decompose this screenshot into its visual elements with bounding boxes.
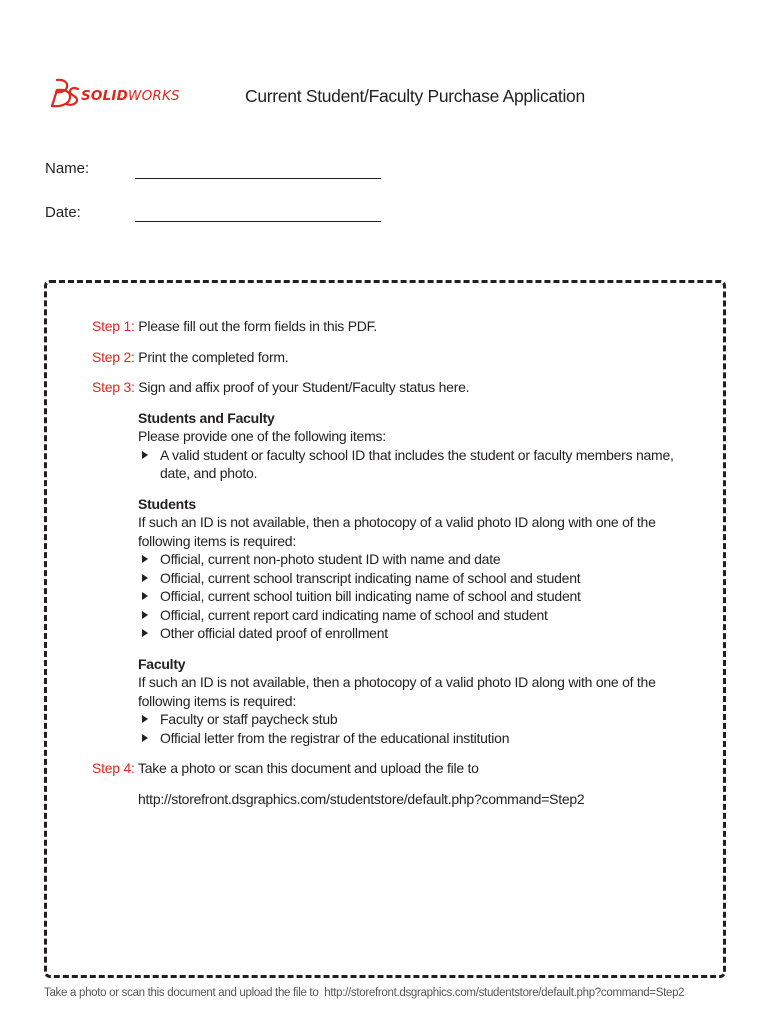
bullet-triangle-icon [142,611,148,619]
section-heading: Students and Faculty [138,409,275,426]
list-item: Official, current non-photo student ID with name and date [138,550,682,569]
bullet-list [138,550,682,643]
list-item: Official, current school transcript indicating name of school and student [138,569,682,588]
step-label: Step 3: [92,379,135,395]
bullet-triangle-icon [142,555,148,563]
page-footer [44,987,684,999]
bullet-triangle-icon [142,715,148,723]
bullet-list [138,710,682,747]
section-students [138,495,682,643]
section-intro: If such an ID is not available, then a photocopy of a valid photo ID along with one of the following items is required: [138,514,656,549]
name-field[interactable] [135,163,381,179]
step-2 [92,348,682,367]
page-title: Current Student/Faculty Purchase Application [245,86,585,106]
section-students-and-faculty [138,409,682,483]
step-label: Step 1: [92,318,135,334]
bullet-list [138,446,682,483]
footer-url-link[interactable]: http://storefront.dsgraphics.com/studentstore/default.php?command=Step2 [324,987,685,999]
bullet-triangle-icon [142,451,148,459]
section-faculty [138,655,682,748]
bullet-triangle-icon [142,629,148,637]
bullet-triangle-icon [142,574,148,582]
step-label: Step 4: [92,760,135,776]
bullet-triangle-icon [142,592,148,600]
logo-wordmark: SOLIDWORKS [81,88,180,104]
step-4 [92,759,682,778]
step-text: Take a photo or scan this document and upload the file to [138,760,479,776]
section-intro: If such an ID is not available, then a photocopy of a valid photo ID along with one of the following items is required: [138,674,656,709]
list-item: Faculty or staff paycheck stub [138,710,682,729]
bullet-triangle-icon [142,734,148,742]
list-item: A valid student or faculty school ID that includes the student or faculty members name, date, and photo. [138,446,682,483]
step-text: Please fill out the form fields in this PDF. [138,318,378,334]
list-item: Official, current school tuition bill indicating name of school and student [138,587,682,606]
section-heading: Faculty [138,655,186,672]
step-1 [92,317,682,336]
footer-text: Take a photo or scan this document and upload the file to [44,987,319,999]
list-item: Other official dated proof of enrollment [138,624,682,643]
name-label: Name: [45,160,90,177]
instructions [92,317,682,808]
step-text: Print the completed form. [138,348,289,365]
section-intro: Please provide one of the following items: [138,428,386,444]
section-heading: Students [138,495,196,512]
date-label: Date: [45,204,81,221]
list-item: Official letter from the registrar of the educational institution [138,729,682,748]
upload-url-link[interactable]: http://storefront.dsgraphics.com/studentstore/default.php?command=Step2 [138,790,585,807]
date-field[interactable] [135,206,381,222]
list-item: Official, current report card indicating name of school and student [138,606,682,625]
step-3 [92,378,682,397]
step-text: Sign and affix proof of your Student/Faculty status here. [138,379,470,395]
step-label: Step 2: [92,348,135,365]
ds-logo-icon [48,76,80,108]
